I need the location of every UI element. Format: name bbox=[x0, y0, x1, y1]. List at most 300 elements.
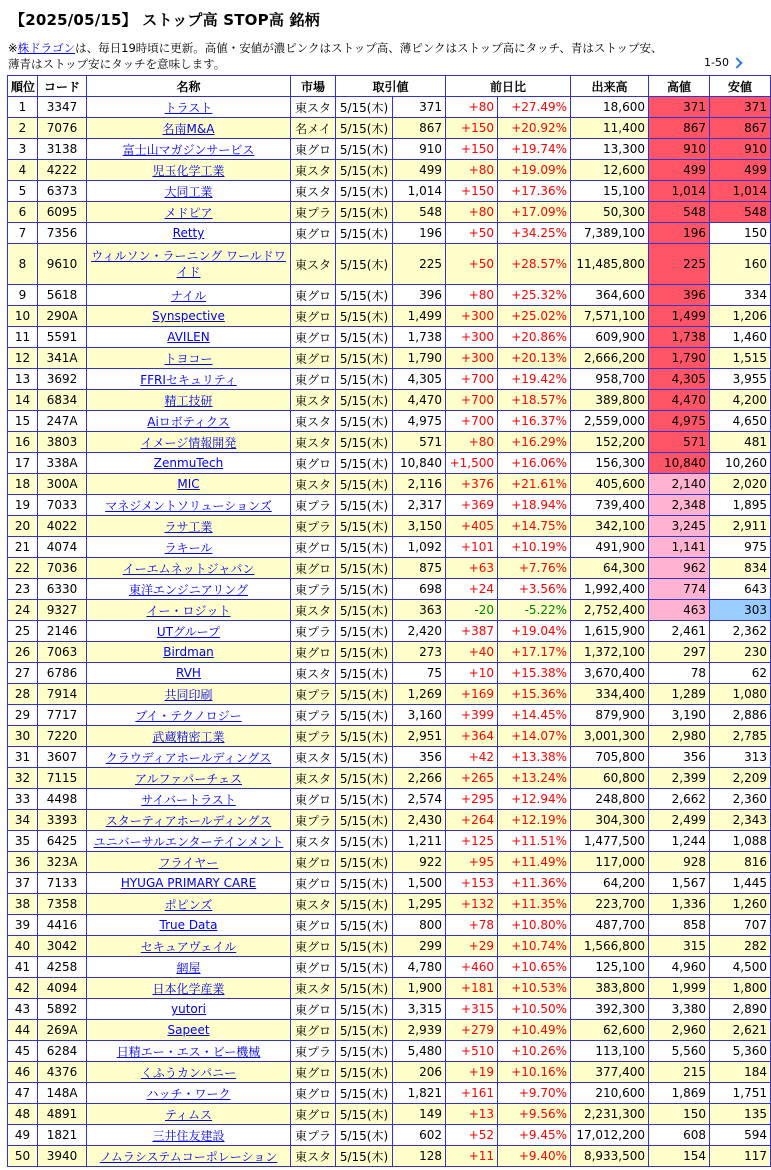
high-cell: 463 bbox=[649, 600, 710, 621]
date-cell: 5/15(木) bbox=[336, 873, 393, 894]
code-cell: 5591 bbox=[38, 327, 87, 348]
low-cell: 135 bbox=[710, 1104, 771, 1125]
table-row bbox=[8, 1125, 771, 1146]
change-pct-cell: +20.92% bbox=[498, 118, 571, 139]
market-cell: 東スタ bbox=[291, 181, 336, 202]
stock-name-link[interactable]: 三井住友建設 bbox=[152, 1128, 225, 1143]
rank-cell: 2 bbox=[8, 118, 38, 139]
stock-name-link[interactable]: マネジメントソリューションズ bbox=[105, 498, 272, 513]
code-cell: 7717 bbox=[38, 705, 87, 726]
volume-cell: 1,477,500 bbox=[571, 831, 649, 852]
market-cell: 東プラ bbox=[291, 579, 336, 600]
market-cell: 東スタ bbox=[291, 978, 336, 999]
high-cell: 5,560 bbox=[649, 1041, 710, 1062]
rank-cell: 37 bbox=[8, 873, 38, 894]
stock-name-link[interactable]: 精工技研 bbox=[164, 393, 213, 408]
rank-cell: 9 bbox=[8, 285, 38, 306]
price-cell: 1,014 bbox=[393, 181, 446, 202]
price-cell: 2,317 bbox=[393, 495, 446, 516]
volume-cell: 50,300 bbox=[571, 202, 649, 223]
rank-cell: 32 bbox=[8, 768, 38, 789]
change-cell: +153 bbox=[446, 873, 498, 894]
name-cell bbox=[87, 915, 291, 936]
stock-name-link[interactable]: ハッチ・ワーク bbox=[146, 1086, 231, 1101]
table-row bbox=[8, 810, 771, 831]
low-cell: 2,020 bbox=[710, 474, 771, 495]
name-cell bbox=[87, 999, 291, 1020]
market-cell: 東グロ bbox=[291, 936, 336, 957]
header-price[interactable]: 取引値 bbox=[336, 76, 446, 97]
stock-name-link[interactable]: ウィルソン・ラーニング ワールドワイド bbox=[91, 249, 286, 279]
stock-name-link[interactable]: RVH bbox=[176, 666, 201, 680]
date-cell: 5/15(木) bbox=[336, 306, 393, 327]
change-cell: +1,500 bbox=[446, 453, 498, 474]
low-cell: 4,200 bbox=[710, 390, 771, 411]
code-cell: 5892 bbox=[38, 999, 87, 1020]
change-cell: +387 bbox=[446, 621, 498, 642]
market-cell: 東グロ bbox=[291, 558, 336, 579]
note-line1: は、毎日19時頃に更新。高値・安値が濃ピンクはストップ高、薄ピンクはストップ高にタッチ、青はストップ安、 bbox=[75, 41, 663, 55]
volume-cell: 609,900 bbox=[571, 327, 649, 348]
chevron-right-icon[interactable] bbox=[732, 58, 742, 68]
market-cell: 東グロ bbox=[291, 327, 336, 348]
high-cell: 356 bbox=[649, 747, 710, 768]
change-pct-cell: +11.36% bbox=[498, 873, 571, 894]
stock-name-link[interactable]: ブイ・テクノロジー bbox=[135, 708, 242, 723]
header-code[interactable]: コード bbox=[38, 76, 87, 97]
code-cell: 7076 bbox=[38, 118, 87, 139]
name-cell bbox=[87, 118, 291, 139]
date-cell: 5/15(木) bbox=[336, 705, 393, 726]
date-cell: 5/15(木) bbox=[336, 1083, 393, 1104]
rank-cell: 22 bbox=[8, 558, 38, 579]
table-row bbox=[8, 223, 771, 244]
header-change[interactable]: 前日比 bbox=[446, 76, 571, 97]
stock-name-link[interactable]: Sapeet bbox=[167, 1023, 210, 1037]
price-cell: 196 bbox=[393, 223, 446, 244]
price-cell: 2,939 bbox=[393, 1020, 446, 1041]
rank-cell: 6 bbox=[8, 202, 38, 223]
change-pct-cell: -5.22% bbox=[498, 600, 571, 621]
pager[interactable] bbox=[704, 56, 742, 69]
code-cell: 2146 bbox=[38, 621, 87, 642]
market-cell: 東スタ bbox=[291, 768, 336, 789]
code-cell: 6284 bbox=[38, 1041, 87, 1062]
code-cell: 148A bbox=[38, 1083, 87, 1104]
change-cell: +42 bbox=[446, 747, 498, 768]
price-cell: 2,951 bbox=[393, 726, 446, 747]
stock-name-link[interactable]: イメージ情報開発 bbox=[140, 435, 237, 450]
table-row bbox=[8, 327, 771, 348]
market-cell: 東プラ bbox=[291, 810, 336, 831]
name-cell bbox=[87, 600, 291, 621]
volume-cell: 18,600 bbox=[571, 97, 649, 118]
change-pct-cell: +15.38% bbox=[498, 663, 571, 684]
stock-name-link[interactable]: UTグループ bbox=[156, 624, 221, 639]
stock-name-link[interactable]: クラウディアホールディングス bbox=[105, 750, 272, 765]
low-cell: 1,260 bbox=[710, 894, 771, 915]
price-cell: 2,420 bbox=[393, 621, 446, 642]
high-cell: 2,499 bbox=[649, 810, 710, 831]
volume-cell: 17,012,200 bbox=[571, 1125, 649, 1146]
stock-name-link[interactable]: ラキール bbox=[164, 540, 213, 555]
high-cell: 78 bbox=[649, 663, 710, 684]
low-cell: 2,886 bbox=[710, 705, 771, 726]
high-cell: 1,141 bbox=[649, 537, 710, 558]
market-cell: 東グロ bbox=[291, 1083, 336, 1104]
stock-name-link[interactable]: Synspective bbox=[152, 309, 225, 323]
date-cell: 5/15(木) bbox=[336, 894, 393, 915]
market-cell: 東プラ bbox=[291, 621, 336, 642]
price-cell: 875 bbox=[393, 558, 446, 579]
change-cell: +150 bbox=[446, 139, 498, 160]
code-cell: 3803 bbox=[38, 432, 87, 453]
stock-name-link[interactable]: 日精エー・エス・ビー機械 bbox=[116, 1044, 261, 1059]
stock-name-link[interactable]: 東洋エンジニアリング bbox=[129, 582, 248, 597]
header-low[interactable]: 安値 bbox=[710, 76, 771, 97]
stock-name-link[interactable]: イーエムネットジャパン bbox=[122, 561, 255, 576]
stock-name-link[interactable]: Aiロボティクス bbox=[147, 414, 230, 429]
low-cell: 1,088 bbox=[710, 831, 771, 852]
change-pct-cell: +10.26% bbox=[498, 1041, 571, 1062]
header-market[interactable]: 市場 bbox=[291, 76, 336, 97]
high-cell: 225 bbox=[649, 244, 710, 285]
name-cell bbox=[87, 1104, 291, 1125]
date-cell: 5/15(木) bbox=[336, 768, 393, 789]
high-cell: 774 bbox=[649, 579, 710, 600]
price-cell: 3,160 bbox=[393, 705, 446, 726]
stock-name-link[interactable]: 富士山マガジンサービス bbox=[122, 142, 255, 157]
price-cell: 2,574 bbox=[393, 789, 446, 810]
change-cell: +50 bbox=[446, 244, 498, 285]
market-cell: 東グロ bbox=[291, 873, 336, 894]
change-pct-cell: +21.61% bbox=[498, 474, 571, 495]
change-pct-cell: +25.02% bbox=[498, 306, 571, 327]
name-cell bbox=[87, 244, 291, 285]
rank-cell: 15 bbox=[8, 411, 38, 432]
code-cell: 7133 bbox=[38, 873, 87, 894]
market-cell: 東プラ bbox=[291, 1125, 336, 1146]
name-cell bbox=[87, 97, 291, 118]
rank-cell: 12 bbox=[8, 348, 38, 369]
volume-cell: 11,485,800 bbox=[571, 244, 649, 285]
rank-cell: 24 bbox=[8, 600, 38, 621]
high-cell: 4,305 bbox=[649, 369, 710, 390]
code-cell: 7036 bbox=[38, 558, 87, 579]
market-cell: 東プラ bbox=[291, 726, 336, 747]
low-cell: 910 bbox=[710, 139, 771, 160]
code-cell: 3138 bbox=[38, 139, 87, 160]
volume-cell: 958,700 bbox=[571, 369, 649, 390]
volume-cell: 62,600 bbox=[571, 1020, 649, 1041]
stock-name-link[interactable]: 日本化学産業 bbox=[152, 981, 225, 996]
rank-cell: 8 bbox=[8, 244, 38, 285]
change-cell: +460 bbox=[446, 957, 498, 978]
price-cell: 800 bbox=[393, 915, 446, 936]
volume-cell: 364,600 bbox=[571, 285, 649, 306]
name-cell bbox=[87, 1062, 291, 1083]
stock-name-link[interactable]: FFRIセキュリティ bbox=[140, 372, 237, 387]
change-pct-cell: +9.70% bbox=[498, 1083, 571, 1104]
rank-cell: 36 bbox=[8, 852, 38, 873]
volume-cell: 15,100 bbox=[571, 181, 649, 202]
rank-cell: 30 bbox=[8, 726, 38, 747]
code-cell: 7356 bbox=[38, 223, 87, 244]
change-pct-cell: +15.36% bbox=[498, 684, 571, 705]
stock-name-link[interactable]: トラスト bbox=[164, 100, 213, 115]
change-cell: +376 bbox=[446, 474, 498, 495]
header-volume[interactable]: 出来高 bbox=[571, 76, 649, 97]
volume-cell: 334,400 bbox=[571, 684, 649, 705]
name-cell bbox=[87, 978, 291, 999]
table-row bbox=[8, 831, 771, 852]
code-cell: 4891 bbox=[38, 1104, 87, 1125]
change-cell: +13 bbox=[446, 1104, 498, 1125]
change-cell: +169 bbox=[446, 684, 498, 705]
low-cell: 867 bbox=[710, 118, 771, 139]
stock-name-link[interactable]: セキュアヴェイル bbox=[140, 939, 237, 954]
high-cell: 150 bbox=[649, 1104, 710, 1125]
price-cell: 128 bbox=[393, 1146, 446, 1167]
stock-name-link[interactable]: トヨコー bbox=[164, 351, 213, 366]
high-cell: 4,470 bbox=[649, 390, 710, 411]
change-cell: +80 bbox=[446, 202, 498, 223]
change-pct-cell: +20.13% bbox=[498, 348, 571, 369]
change-pct-cell: +10.65% bbox=[498, 957, 571, 978]
market-cell: 東プラ bbox=[291, 516, 336, 537]
rank-cell: 21 bbox=[8, 537, 38, 558]
high-cell: 1,790 bbox=[649, 348, 710, 369]
volume-cell: 405,600 bbox=[571, 474, 649, 495]
price-cell: 149 bbox=[393, 1104, 446, 1125]
stock-name-link[interactable]: サイバートラスト bbox=[141, 792, 236, 807]
rank-cell: 10 bbox=[8, 306, 38, 327]
rank-cell: 43 bbox=[8, 999, 38, 1020]
table-row bbox=[8, 621, 771, 642]
change-cell: +50 bbox=[446, 223, 498, 244]
change-cell: +150 bbox=[446, 181, 498, 202]
market-cell: 東スタ bbox=[291, 600, 336, 621]
kabu-dragon-link[interactable]: 株ドラゴン bbox=[17, 41, 76, 55]
rank-cell: 18 bbox=[8, 474, 38, 495]
stock-name-link[interactable]: くふうカンパニー bbox=[140, 1065, 237, 1080]
low-cell: 230 bbox=[710, 642, 771, 663]
stock-name-link[interactable]: 児玉化学工業 bbox=[152, 163, 225, 178]
market-cell: 東グロ bbox=[291, 348, 336, 369]
stock-name-link[interactable]: MIC bbox=[177, 477, 200, 491]
stock-name-link[interactable]: 大同工業 bbox=[164, 184, 213, 199]
market-cell: 東グロ bbox=[291, 285, 336, 306]
high-cell: 1,738 bbox=[649, 327, 710, 348]
stock-name-link[interactable]: スターティアホールディングス bbox=[105, 813, 272, 828]
stock-name-link[interactable]: イー・ロジット bbox=[146, 603, 231, 618]
change-pct-cell: +34.25% bbox=[498, 223, 571, 244]
rank-cell: 19 bbox=[8, 495, 38, 516]
table-row bbox=[8, 936, 771, 957]
date-cell: 5/15(木) bbox=[336, 516, 393, 537]
high-cell: 1,567 bbox=[649, 873, 710, 894]
stock-name-link[interactable]: Birdman bbox=[163, 645, 214, 659]
low-cell: 481 bbox=[710, 432, 771, 453]
stock-name-link[interactable]: 共同印刷 bbox=[164, 687, 213, 702]
change-pct-cell: +9.45% bbox=[498, 1125, 571, 1146]
market-cell: 東グロ bbox=[291, 537, 336, 558]
market-cell: 東グロ bbox=[291, 852, 336, 873]
change-cell: +80 bbox=[446, 285, 498, 306]
volume-cell: 223,700 bbox=[571, 894, 649, 915]
high-cell: 1,869 bbox=[649, 1083, 710, 1104]
volume-cell: 64,200 bbox=[571, 873, 649, 894]
low-cell: 1,515 bbox=[710, 348, 771, 369]
low-cell: 594 bbox=[710, 1125, 771, 1146]
table-row bbox=[8, 894, 771, 915]
volume-cell: 156,300 bbox=[571, 453, 649, 474]
change-cell: +265 bbox=[446, 768, 498, 789]
stock-name-link[interactable]: yutori bbox=[170, 1002, 207, 1016]
stock-name-link[interactable]: ZenmuTech bbox=[153, 456, 224, 470]
rank-cell: 14 bbox=[8, 390, 38, 411]
price-cell: 867 bbox=[393, 118, 446, 139]
price-cell: 2,266 bbox=[393, 768, 446, 789]
header-name[interactable]: 名称 bbox=[87, 76, 291, 97]
market-cell: 東グロ bbox=[291, 789, 336, 810]
market-cell: 東グロ bbox=[291, 999, 336, 1020]
market-cell: 東グロ bbox=[291, 139, 336, 160]
date-cell: 5/15(木) bbox=[336, 600, 393, 621]
low-cell: 2,621 bbox=[710, 1020, 771, 1041]
table-row bbox=[8, 1020, 771, 1041]
stock-name-link[interactable]: ユニバーサルエンターテインメント bbox=[93, 834, 284, 849]
change-cell: +10 bbox=[446, 663, 498, 684]
change-pct-cell: +10.74% bbox=[498, 936, 571, 957]
price-cell: 4,780 bbox=[393, 957, 446, 978]
date-cell: 5/15(木) bbox=[336, 621, 393, 642]
table-row bbox=[8, 558, 771, 579]
stock-name-link[interactable]: アルファパーチェス bbox=[135, 771, 242, 786]
market-cell: 東スタ bbox=[291, 411, 336, 432]
stock-name-link[interactable]: Retty bbox=[172, 226, 205, 240]
stock-name-link[interactable]: ティムス bbox=[164, 1107, 213, 1122]
name-cell bbox=[87, 202, 291, 223]
change-cell: +125 bbox=[446, 831, 498, 852]
rank-cell: 33 bbox=[8, 789, 38, 810]
change-cell: +150 bbox=[446, 118, 498, 139]
market-cell: 東スタ bbox=[291, 747, 336, 768]
change-cell: +700 bbox=[446, 390, 498, 411]
header-high[interactable]: 高値 bbox=[649, 76, 710, 97]
header-rank[interactable]: 順位 bbox=[8, 76, 38, 97]
stock-name-link[interactable]: True Data bbox=[159, 918, 218, 932]
high-cell: 2,662 bbox=[649, 789, 710, 810]
rank-cell: 25 bbox=[8, 621, 38, 642]
date-cell: 5/15(木) bbox=[336, 327, 393, 348]
name-cell bbox=[87, 306, 291, 327]
name-cell bbox=[87, 432, 291, 453]
rank-cell: 5 bbox=[8, 181, 38, 202]
date-cell: 5/15(木) bbox=[336, 495, 393, 516]
name-cell bbox=[87, 642, 291, 663]
table-row bbox=[8, 978, 771, 999]
stock-name-link[interactable]: メドピア bbox=[164, 205, 213, 220]
date-cell: 5/15(木) bbox=[336, 1125, 393, 1146]
high-cell: 571 bbox=[649, 432, 710, 453]
stock-name-link[interactable]: AVILEN bbox=[167, 330, 210, 344]
change-pct-cell: +11.49% bbox=[498, 852, 571, 873]
stock-name-link[interactable]: フライヤー bbox=[158, 855, 219, 870]
table-row bbox=[8, 202, 771, 223]
stock-name-link[interactable]: ポピンズ bbox=[164, 897, 213, 912]
change-pct-cell: +13.38% bbox=[498, 747, 571, 768]
low-cell: 2,785 bbox=[710, 726, 771, 747]
name-cell bbox=[87, 348, 291, 369]
change-pct-cell: +10.53% bbox=[498, 978, 571, 999]
name-cell bbox=[87, 852, 291, 873]
low-cell: 303 bbox=[710, 600, 771, 621]
stock-name-link[interactable]: 名南M&A bbox=[162, 121, 215, 136]
stock-name-link[interactable]: HYUGA PRIMARY CARE bbox=[120, 876, 257, 890]
price-cell: 356 bbox=[393, 747, 446, 768]
table-row bbox=[8, 999, 771, 1020]
price-cell: 396 bbox=[393, 285, 446, 306]
high-cell: 2,461 bbox=[649, 621, 710, 642]
market-cell: 東グロ bbox=[291, 369, 336, 390]
volume-cell: 739,400 bbox=[571, 495, 649, 516]
low-cell: 1,895 bbox=[710, 495, 771, 516]
table-row bbox=[8, 285, 771, 306]
high-cell: 3,380 bbox=[649, 999, 710, 1020]
rank-cell: 35 bbox=[8, 831, 38, 852]
table-row bbox=[8, 537, 771, 558]
table-row bbox=[8, 684, 771, 705]
stock-name-link[interactable]: 網屋 bbox=[176, 960, 201, 975]
market-cell: 東グロ bbox=[291, 957, 336, 978]
volume-cell: 2,752,400 bbox=[571, 600, 649, 621]
stock-name-link[interactable]: 武蔵精密工業 bbox=[152, 729, 225, 744]
high-cell: 3,190 bbox=[649, 705, 710, 726]
market-cell: 東グロ bbox=[291, 223, 336, 244]
name-cell bbox=[87, 726, 291, 747]
low-cell: 2,911 bbox=[710, 516, 771, 537]
date-cell: 5/15(木) bbox=[336, 579, 393, 600]
stock-name-link[interactable]: ナイル bbox=[170, 288, 207, 303]
market-cell: 東プラ bbox=[291, 1041, 336, 1062]
rank-cell: 7 bbox=[8, 223, 38, 244]
market-cell: 東スタ bbox=[291, 831, 336, 852]
volume-cell: 64,300 bbox=[571, 558, 649, 579]
change-pct-cell: +18.57% bbox=[498, 390, 571, 411]
low-cell: 4,650 bbox=[710, 411, 771, 432]
high-cell: 2,960 bbox=[649, 1020, 710, 1041]
low-cell: 282 bbox=[710, 936, 771, 957]
volume-cell: 705,800 bbox=[571, 747, 649, 768]
stock-name-link[interactable]: ノムラシステムコーポレーション bbox=[99, 1149, 278, 1164]
price-cell: 299 bbox=[393, 936, 446, 957]
table-row bbox=[8, 1146, 771, 1167]
high-cell: 608 bbox=[649, 1125, 710, 1146]
code-cell: 269A bbox=[38, 1020, 87, 1041]
date-cell: 5/15(木) bbox=[336, 747, 393, 768]
change-cell: +399 bbox=[446, 705, 498, 726]
change-cell: +315 bbox=[446, 999, 498, 1020]
table-row bbox=[8, 390, 771, 411]
high-cell: 315 bbox=[649, 936, 710, 957]
date-cell: 5/15(木) bbox=[336, 223, 393, 244]
market-cell: 東スタ bbox=[291, 160, 336, 181]
table-row bbox=[8, 495, 771, 516]
price-cell: 4,975 bbox=[393, 411, 446, 432]
stock-name-link[interactable]: ラサ工業 bbox=[164, 519, 213, 534]
name-cell bbox=[87, 453, 291, 474]
